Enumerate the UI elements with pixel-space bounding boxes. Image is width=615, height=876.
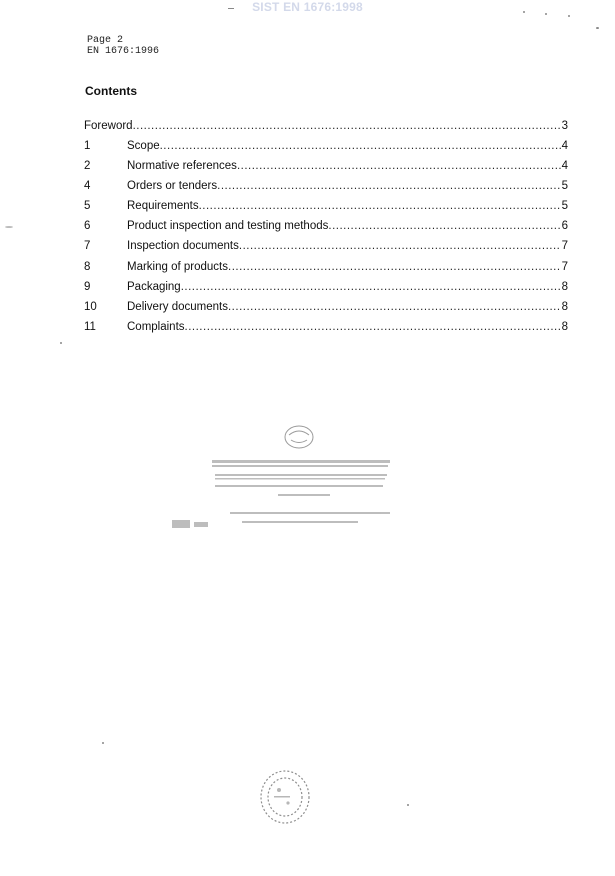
toc-leader — [185, 319, 561, 335]
toc-title: Requirements — [127, 200, 199, 212]
seal-stamp — [255, 765, 315, 835]
toc-page: 7 — [561, 261, 568, 273]
scan-speck — [545, 13, 547, 15]
toc-leader — [160, 138, 561, 154]
toc-entry — [84, 198, 568, 214]
toc-leader — [239, 238, 561, 254]
toc-page: 8 — [561, 301, 568, 313]
document-id: EN 1676:1996 — [87, 46, 160, 57]
toc-number: 5 — [84, 200, 91, 212]
page-number: Page 2 — [87, 35, 124, 46]
toc-page: 8 — [561, 281, 568, 293]
toc-entry — [84, 178, 568, 194]
toc-entry — [84, 259, 568, 275]
toc-page: 4 — [561, 160, 568, 172]
scan-speck — [60, 342, 62, 344]
toc-leader — [199, 198, 561, 214]
toc-leader — [217, 178, 560, 194]
toc-title: Marking of products — [127, 261, 228, 273]
toc-entry — [84, 138, 568, 154]
scan-speck — [596, 27, 599, 29]
contents-heading: Contents — [85, 84, 137, 98]
toc-page: 8 — [561, 321, 568, 333]
scan-speck — [523, 11, 525, 13]
scan-speck — [228, 8, 234, 9]
toc-title: Foreword — [84, 120, 133, 132]
scan-speck — [5, 226, 13, 228]
toc-page: 6 — [561, 220, 568, 232]
scan-speck — [407, 804, 409, 806]
toc-number: 7 — [84, 240, 91, 252]
toc-leader — [181, 279, 561, 295]
toc-number: 2 — [84, 160, 91, 172]
toc-entry — [84, 279, 568, 295]
toc-number: 1 — [84, 140, 91, 152]
toc-entry — [84, 118, 568, 134]
toc-leader — [133, 118, 561, 134]
page-header — [87, 35, 159, 57]
toc-title: Packaging — [127, 281, 181, 293]
toc-entry — [84, 319, 568, 335]
toc-title: Delivery documents — [127, 301, 228, 313]
toc-page: 5 — [561, 200, 568, 212]
toc-number: 6 — [84, 220, 91, 232]
toc-page: 5 — [561, 180, 568, 192]
toc-number: 9 — [84, 281, 91, 293]
toc-number: 10 — [84, 301, 97, 313]
toc-leader — [237, 158, 561, 174]
toc-entry — [84, 218, 568, 234]
toc-number: 11 — [84, 321, 96, 333]
toc-entry — [84, 238, 568, 254]
toc-leader — [228, 299, 561, 315]
toc-title: Product inspection and testing methods — [127, 220, 329, 232]
toc-page: 4 — [561, 140, 568, 152]
toc-title: Scope — [127, 140, 160, 152]
toc-leader — [328, 218, 560, 234]
toc-entry — [84, 299, 568, 315]
toc-title: Complaints — [127, 321, 185, 333]
toc-page: 3 — [561, 120, 568, 132]
toc-number: 4 — [84, 180, 91, 192]
toc-page: 7 — [561, 240, 568, 252]
toc-entry — [84, 158, 568, 174]
toc-title: Orders or tenders — [127, 180, 218, 192]
faded-stamp — [170, 425, 400, 535]
toc-title: Normative references — [127, 160, 237, 172]
watermark: SIST EN 1676:1998 — [252, 0, 363, 14]
scan-speck — [102, 742, 104, 744]
toc-number: 8 — [84, 261, 91, 273]
scan-speck — [568, 15, 570, 17]
toc-leader — [228, 259, 561, 275]
toc-title: Inspection documents — [127, 240, 239, 252]
